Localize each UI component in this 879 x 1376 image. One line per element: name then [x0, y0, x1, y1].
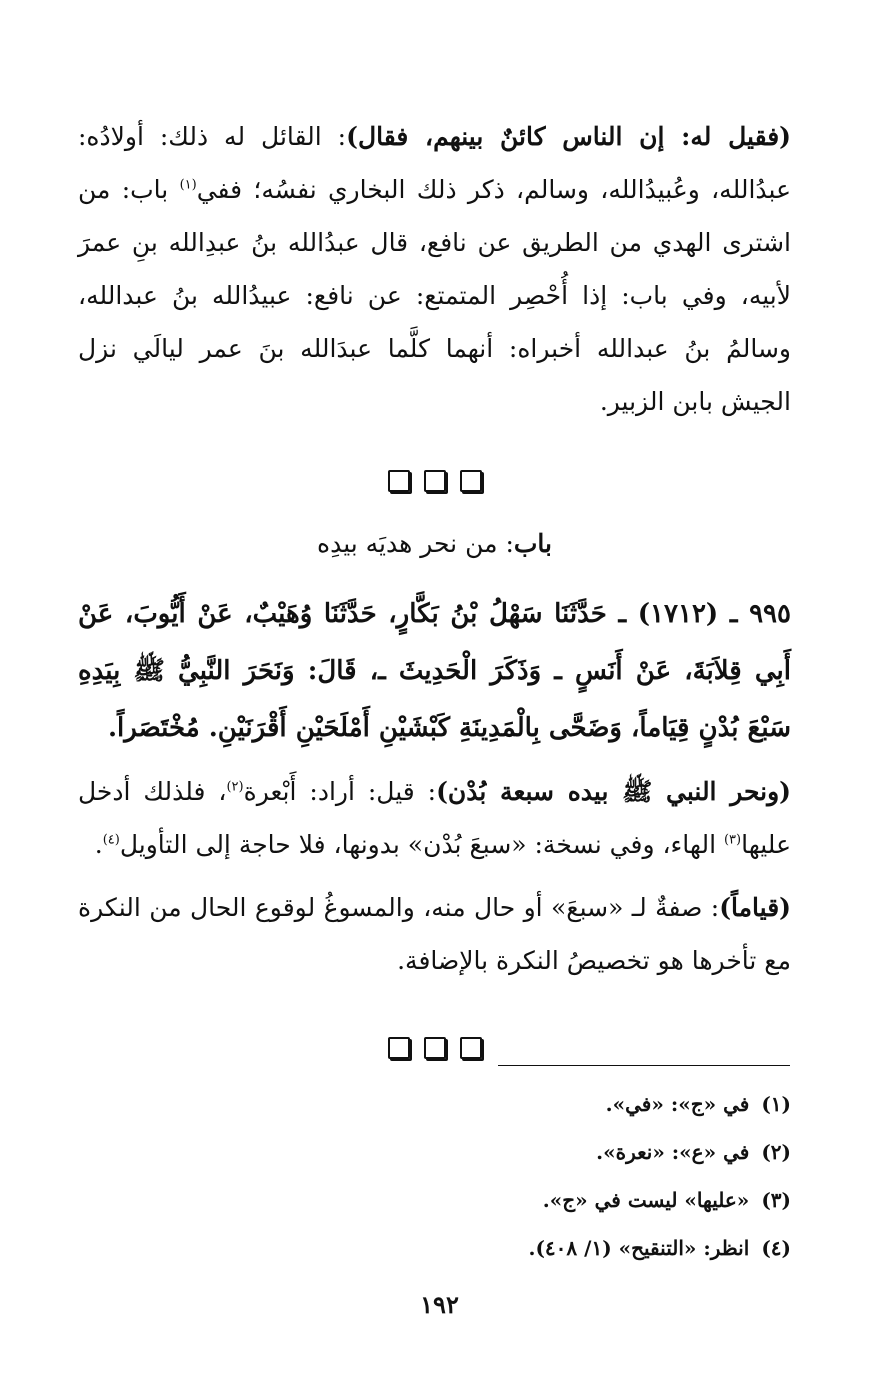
footnote-text: في «ج»: «في».	[605, 1092, 750, 1116]
commentary-text: ، فلذلك أدخل عليها	[78, 777, 791, 859]
footnote-ref: (٢)	[226, 779, 244, 795]
footnote-number: (١)	[761, 1092, 791, 1116]
chapter-label: باب	[513, 529, 553, 558]
square-ornament-icon	[388, 470, 410, 492]
square-ornament-icon	[424, 470, 446, 492]
commentary-paragraph-2	[78, 765, 791, 871]
footnote-ref: (١)	[179, 177, 197, 193]
hadith-text: ٩٩٥ ـ (١٧١٢) ـ حَدَّثَنَا سَهْلُ بْنُ بَكَّارٍ، حَدَّثَنَا وُهَيْبٌ، عَنْ أَيُّوبَ، عَنْ أَبِي قِلاَبَةَ، عَنْ أَنَسٍ ـ وَذَكَرَ الْحَدِيثَ ـ، قَالَ: وَنَحَرَ النَّبِيُّ ﷺ بِيَدِهِ سَبْعَ بُدْنٍ قِيَاماً، وَضَحَّى بِالْمَدِينَةِ كَبْشَيْنِ أَمْلَحَيْنِ أَقْرَنَيْنِ. مُخْتَصَراً.	[78, 599, 791, 743]
commentary-text: باب: من اشترى الهدي من الطريق عن نافع، قال عبدُالله بنُ عبدِالله بنِ عمرَ لأبيه، وفي باب: إذا أُحْصِر المتمتع: عن نافع: عبيدُالله بنُ عبدالله، وسالمُ بنُ عبدالله أخبراه: أنهما كلَّما عبدَالله بنَ عمر ليالَي نزل الجيش بابن الزبير.	[78, 175, 791, 416]
section-separator	[78, 470, 791, 492]
footnote-number: (٢)	[761, 1140, 791, 1164]
footnote-item	[391, 1128, 791, 1176]
footnotes	[391, 1080, 791, 1272]
chapter-title: : من نحر هديَه بيدِه	[316, 529, 514, 558]
commentary-text: .	[94, 830, 103, 859]
commentary-text: : صفةٌ لـ «سبعَ» أو حال منه، والمسوغُ لوقوع الحال من النكرة مع تأخرها هو تخصيصُ النكرة بالإضافة.	[78, 893, 791, 975]
section-separator	[78, 1037, 791, 1059]
footnote-ref: (٣)	[723, 832, 742, 848]
footnote-divider	[498, 1065, 790, 1066]
chapter-heading	[78, 524, 791, 564]
footnote-number: (٤)	[761, 1236, 791, 1260]
square-ornament-icon	[460, 1037, 482, 1059]
footnote-ref: (٤)	[102, 832, 120, 848]
page-body	[78, 110, 791, 1059]
page-number: ١٩٢	[420, 1290, 459, 1319]
footnote-text: «عليها» ليست في «ج».	[542, 1188, 750, 1212]
footnote-item	[391, 1080, 791, 1128]
square-ornament-icon	[388, 1037, 410, 1059]
commentary-lead: (قياماً)	[719, 893, 791, 922]
commentary-text: : قيل: أراد: أَبْعرة	[243, 777, 437, 806]
footnote-number: (٣)	[761, 1188, 791, 1212]
square-ornament-icon	[460, 470, 482, 492]
commentary-paragraph-1	[78, 110, 791, 428]
commentary-text: الهاء، وفي نسخة: «سبعَ بُدْن» بدونها، فلا حاجة إلى التأويل	[119, 830, 724, 859]
commentary-paragraph-3	[78, 881, 791, 987]
footnote-text: انظر: «التنقيح» (١/ ٤٠٨).	[528, 1236, 750, 1260]
footnote-item	[391, 1224, 791, 1272]
commentary-text: : القائل له ذلك: أولادُه: عبدُالله، وعُبيدُالله، وسالم، ذكر ذلك البخاري نفسُه؛ ففي	[78, 122, 791, 204]
commentary-lead: (فقيل له: إن الناس كائنٌ بينهم، فقال)	[346, 122, 791, 151]
footnote-item	[391, 1176, 791, 1224]
square-ornament-icon	[424, 1037, 446, 1059]
commentary-lead: (ونحر النبي ﷺ بيده سبعة بُدْن)	[436, 777, 791, 806]
footnote-text: في «ع»: «نعرة».	[596, 1140, 750, 1164]
